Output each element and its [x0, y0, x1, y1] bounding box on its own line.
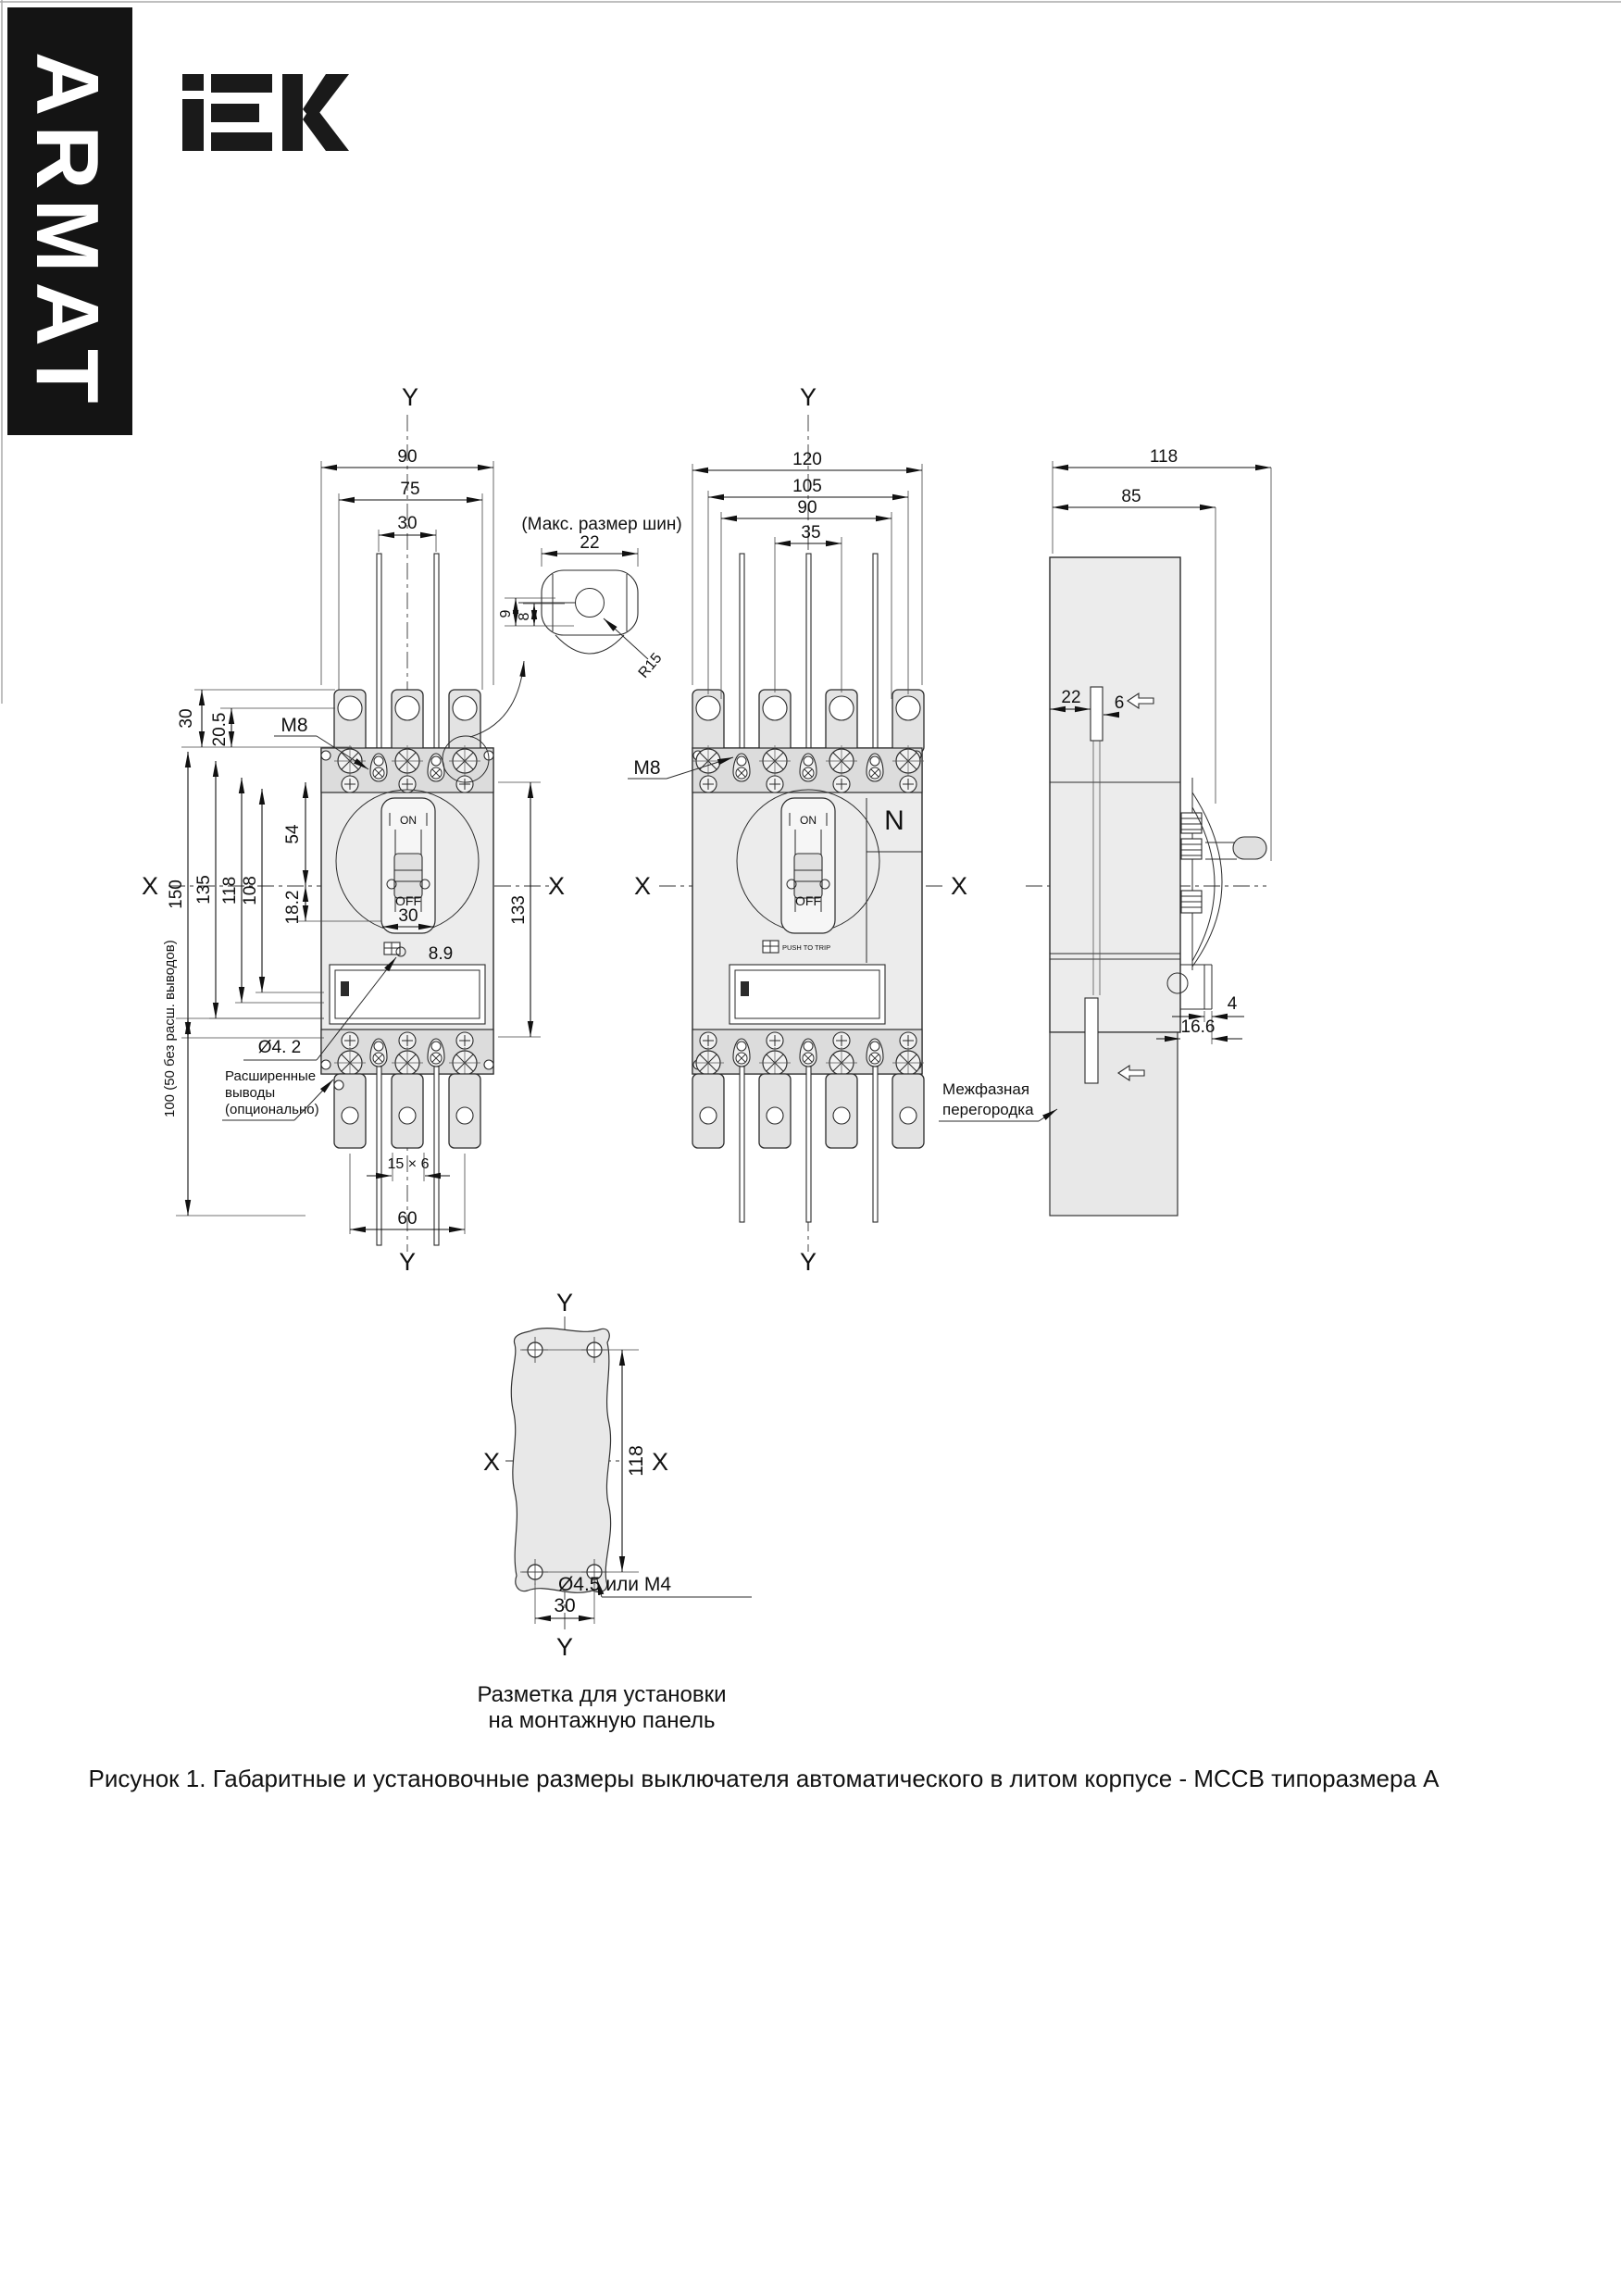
interphase-barrier-ext — [1050, 1032, 1178, 1216]
barrier-pin — [377, 554, 381, 767]
iek-logo — [182, 74, 349, 151]
dim-18-2: 18.2 — [283, 890, 303, 925]
axis-x-left: X — [482, 1448, 501, 1476]
nameplate — [729, 965, 885, 1024]
ext-terminals-note2: выводы — [225, 1085, 276, 1101]
dim-90-4p: 90 — [797, 498, 817, 518]
dim-120: 120 — [792, 450, 822, 469]
barrier-slot — [1085, 998, 1098, 1083]
dim-105: 105 — [792, 477, 822, 496]
dim-133: 133 — [509, 895, 529, 925]
off-label: OFF — [395, 893, 421, 908]
dim-8: 8 — [517, 612, 532, 621]
axis-y-bottom: Y — [799, 1248, 817, 1276]
barrier-pin — [806, 1067, 811, 1222]
axis-y-top: Y — [401, 383, 419, 411]
dim-118-side: 118 — [1149, 447, 1178, 467]
dim-20-5: 20.5 — [210, 712, 230, 747]
dim-16-6: 16.6 — [1180, 1017, 1216, 1037]
nameplate — [330, 965, 485, 1024]
axis-x-left: X — [141, 872, 159, 900]
barrier-pin — [873, 1067, 878, 1222]
template-caption-1: Разметка для установки — [477, 1682, 727, 1707]
dim-30-template: 30 — [554, 1595, 576, 1616]
ext-terminals-note: Расширенные — [225, 1068, 317, 1084]
neutral-pole-label: N — [884, 805, 904, 836]
top-screw-band — [321, 745, 493, 792]
dim-30-top: 30 — [397, 514, 418, 533]
axis-y-top: Y — [555, 1289, 574, 1316]
dim-8-9: 8.9 — [428, 944, 454, 964]
dim-108: 108 — [241, 876, 260, 905]
armat-banner — [7, 7, 132, 435]
toggle-handle — [794, 854, 822, 898]
m8-label: M8 — [633, 757, 661, 779]
barrier-pin — [434, 554, 439, 767]
barrier-pin — [873, 554, 878, 767]
side-view — [939, 447, 1271, 1216]
axis-x-right: X — [950, 872, 968, 900]
dim-r15: R15 — [635, 650, 666, 681]
axis-y-bottom: Y — [555, 1633, 574, 1661]
on-label: ON — [800, 814, 817, 827]
axis-x-right: X — [547, 872, 566, 900]
dim-22-side: 22 — [1061, 688, 1081, 707]
breaker-side-body — [1050, 557, 1180, 1032]
hole-d-label: Ø4. 2 — [257, 1038, 302, 1057]
mount-template — [477, 1289, 752, 1733]
axis-x-left: X — [633, 872, 652, 900]
dim-118-template: 118 — [626, 1445, 647, 1477]
dim-90: 90 — [397, 447, 418, 467]
dim-15x6: 15 × 6 — [387, 1156, 430, 1172]
barrier-pin — [377, 1067, 381, 1245]
dim-9: 9 — [498, 609, 514, 618]
barrier-pin — [434, 1067, 439, 1245]
toggle-plate — [781, 798, 835, 933]
toggle-side-handle — [1205, 837, 1266, 859]
m8-label: M8 — [281, 715, 308, 736]
barrier-pin — [740, 554, 744, 767]
on-label: ON — [400, 814, 417, 827]
dim-toggle-30: 30 — [398, 906, 418, 926]
barrier-label: Межфазная — [942, 1080, 1030, 1098]
axis-y-bottom: Y — [398, 1248, 417, 1276]
axis-x-right: X — [651, 1448, 669, 1476]
top-screw-band — [692, 745, 924, 792]
hole-spec-label: Ø4.5 или М4 — [557, 1574, 672, 1595]
dim-150: 150 — [167, 880, 186, 909]
dim-135: 135 — [194, 875, 214, 905]
dim-85: 85 — [1121, 487, 1141, 506]
dim-6: 6 — [1114, 693, 1125, 713]
dim-100-ext: 100 (50 без расш. выводов) — [162, 940, 178, 1117]
barrier-label2: перегородка — [942, 1101, 1034, 1118]
push-to-trip-label: PUSH TO TRIP — [782, 943, 831, 952]
dim-60: 60 — [397, 1209, 418, 1229]
template-caption-2: на монтажную панель — [488, 1708, 716, 1733]
toggle-plate — [381, 798, 435, 933]
detail-title: (Макс. размер шин) — [521, 515, 682, 534]
dim-22: 22 — [580, 533, 600, 553]
bottom-screw-band — [321, 1029, 493, 1079]
panel-blank — [511, 1329, 610, 1593]
toggle-handle — [394, 854, 422, 898]
dim-54: 54 — [283, 824, 303, 844]
dim-75: 75 — [400, 480, 420, 499]
top-terminal-tabs — [334, 690, 480, 753]
vent-grilles — [1181, 813, 1202, 913]
barrier-pin — [740, 1067, 744, 1222]
off-label: OFF — [795, 893, 821, 908]
front-view-3p — [142, 383, 565, 1276]
dim-4: 4 — [1227, 994, 1238, 1014]
mount-slot — [1091, 687, 1103, 741]
ext-terminals-note3: (опционально) — [225, 1102, 319, 1117]
dim-118: 118 — [220, 876, 240, 905]
axis-y-top: Y — [799, 383, 817, 411]
extended-terminals — [334, 1074, 480, 1148]
figure-caption: Рисунок 1. Габаритные и установочные размеры выключателя автоматического в литом корпусе - MCCB типоразмера А — [88, 1765, 1440, 1792]
dim-35: 35 — [801, 523, 821, 543]
armat-logo-text: ARMAT — [18, 52, 117, 413]
dim-30-left: 30 — [177, 708, 196, 729]
barrier-pin — [806, 554, 811, 767]
